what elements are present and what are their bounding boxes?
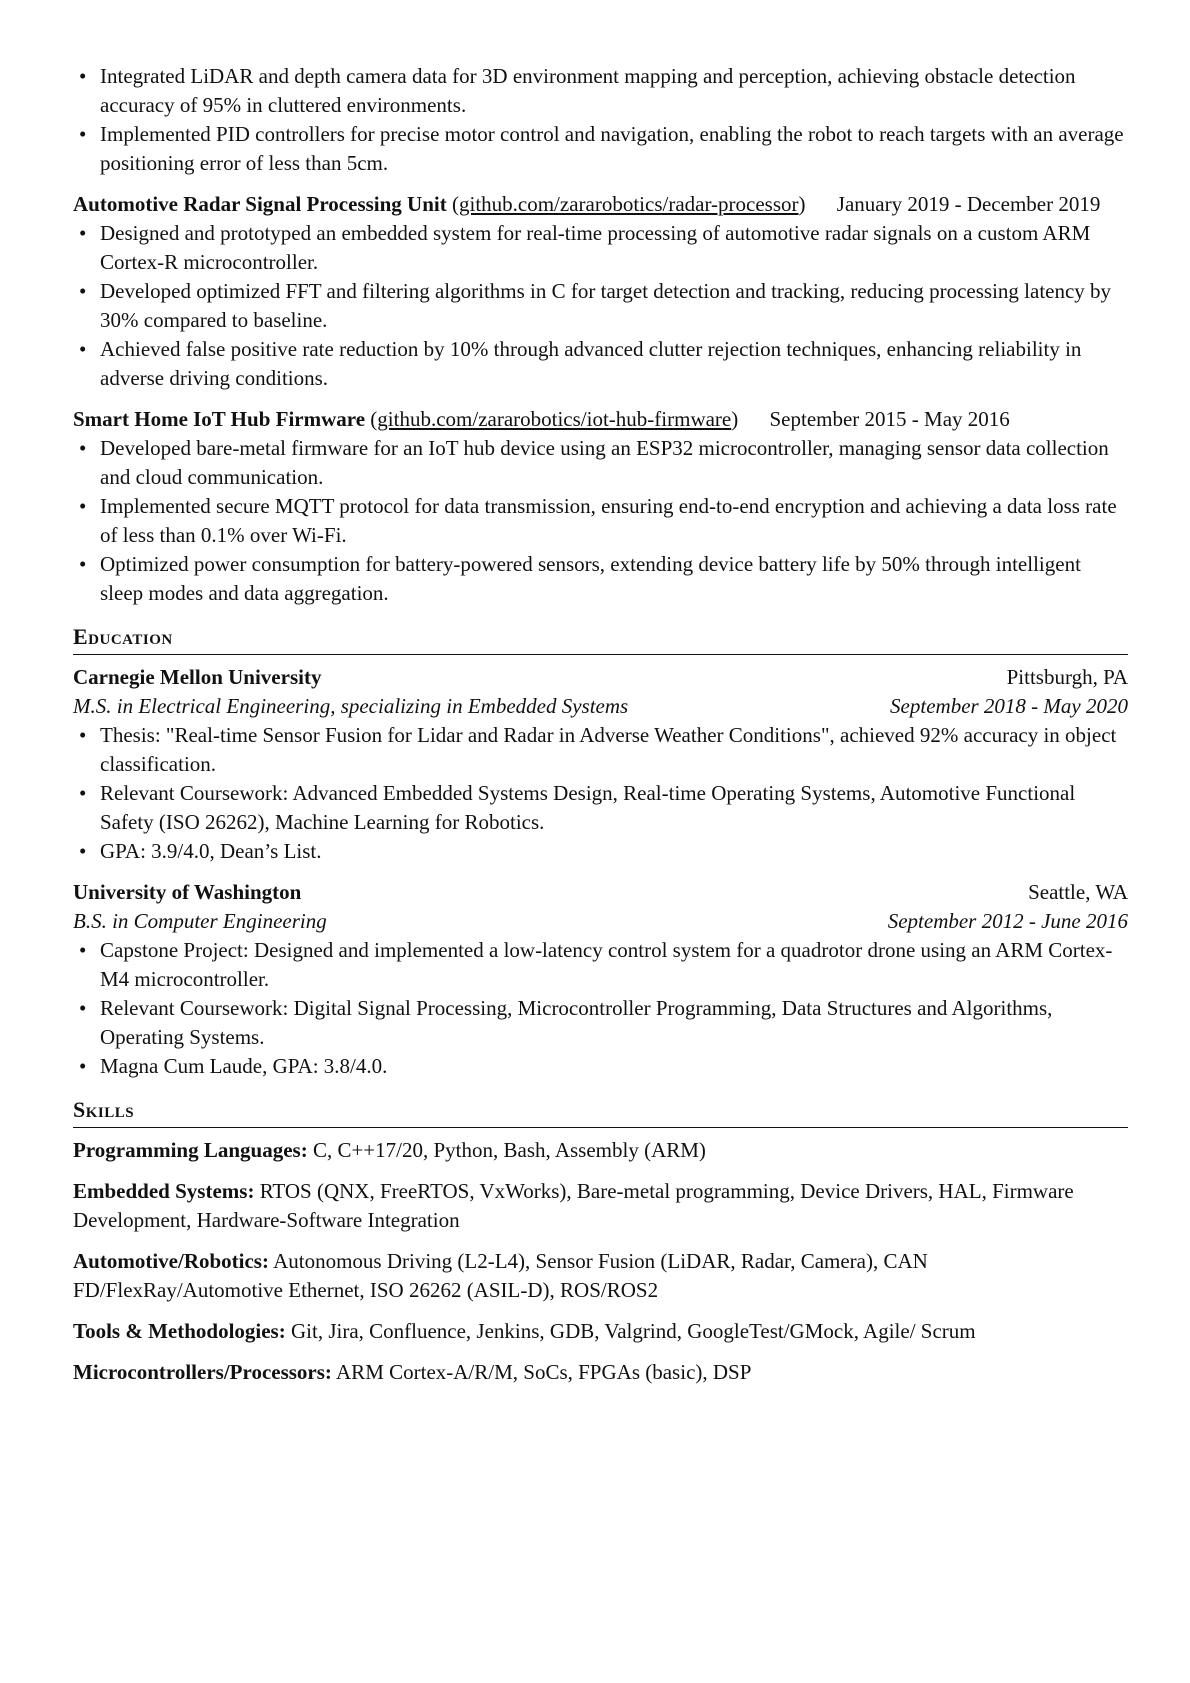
degree: M.S. in Electrical Engineering, specializing in Embedded Systems — [73, 694, 629, 718]
project-header: Smart Home IoT Hub Firmware (github.com/zararobotics/iot-hub-firmware) September 2015 - May 2016 — [73, 407, 1010, 431]
school-name: University of Washington — [73, 880, 302, 904]
education-dates: September 2012 - June 2016 — [887, 909, 1128, 933]
project-bullets — [73, 219, 1128, 393]
skill-value: C, C++17/20, Python, Bash, Assembly (ARM) — [312, 1138, 706, 1162]
skill-label: Programming Languages: — [73, 1138, 308, 1162]
skill-line — [73, 1358, 1128, 1387]
bullet-item: • Magna Cum Laude, GPA: 3.8/4.0. — [73, 1052, 1128, 1081]
education-row — [73, 663, 1128, 692]
skill-line — [73, 1247, 1128, 1305]
education-row — [73, 907, 1128, 936]
education-bullets — [73, 721, 1128, 866]
bullet-item: • Optimized power consumption for battery-powered sensors, extending device battery life by 50% through intelligent sleep modes and data aggregation. — [73, 550, 1128, 608]
previous-project-bullets — [73, 62, 1128, 178]
project-entry — [73, 405, 1128, 608]
education-row — [73, 878, 1128, 907]
bullet-item: • Relevant Coursework: Advanced Embedded Systems Design, Real-time Operating Systems, Automotive Functional Safety (ISO 26262), Machine Learning for Robotics. — [73, 779, 1128, 837]
skills-heading: Skills — [73, 1095, 1128, 1128]
skill-label: Microcontrollers/Processors: — [73, 1360, 332, 1384]
skill-line — [73, 1136, 1128, 1165]
project-bullets — [73, 434, 1128, 608]
education-heading: Education — [73, 622, 1128, 655]
education-entry — [73, 878, 1128, 1081]
bullet-item: • Relevant Coursework: Digital Signal Processing, Microcontroller Programming, Data Structures and Algorithms, Operating Systems. — [73, 994, 1128, 1052]
project-link[interactable]: github.com/zararobotics/radar-processor — [458, 192, 799, 216]
project-name: Automotive Radar Signal Processing Unit — [73, 192, 447, 216]
bullet-item: • Capstone Project: Designed and implemented a low-latency control system for a quadrotor drone using an ARM Cortex-M4 microcontroller. — [73, 936, 1128, 994]
degree: B.S. in Computer Engineering — [73, 909, 327, 933]
bullet-item: • Designed and prototyped an embedded system for real-time processing of automotive radar signals on a custom ARM Cortex-R microcontroller. — [73, 219, 1128, 277]
skill-label: Embedded Systems: — [73, 1179, 255, 1203]
skill-value: RTOS (QNX, FreeRTOS, VxWorks), Bare-metal programming, Device Drivers, HAL, Firmware Development, Hardware-Software Integration — [73, 1179, 1074, 1232]
skill-value: ARM Cortex-A/R/M, SoCs, FPGAs (basic), DSP — [336, 1360, 752, 1384]
education-dates: September 2018 - May 2020 — [890, 694, 1128, 718]
bullet-item: • Implemented PID controllers for precise motor control and navigation, enabling the robot to reach targets with an average positioning error of less than 5cm. — [73, 120, 1128, 178]
skill-value: Autonomous Driving (L2-L4), Sensor Fusion (LiDAR, Radar, Camera), CAN FD/FlexRay/Automotive Ethernet, ISO 26262 (ASIL-D), ROS/ROS2 — [73, 1249, 928, 1302]
school-location: Pittsburgh, PA — [1006, 665, 1128, 689]
school-name: Carnegie Mellon University — [73, 665, 322, 689]
education-bullets — [73, 936, 1128, 1081]
skill-value: Git, Jira, Confluence, Jenkins, GDB, Valgrind, GoogleTest/GMock, Agile/ Scrum — [290, 1319, 976, 1343]
skill-label: Tools & Methodologies: — [73, 1319, 286, 1343]
bullet-item: • Integrated LiDAR and depth camera data for 3D environment mapping and perception, achieving obstacle detection accuracy of 95% in cluttered environments. — [73, 62, 1128, 120]
project-dates: January 2019 - December 2019 — [836, 192, 1101, 216]
project-header: Automotive Radar Signal Processing Unit (github.com/zararobotics/radar-processor) January 2019 - December 2019 — [73, 192, 1101, 216]
bullet-item: • Achieved false positive rate reduction by 10% through advanced clutter rejection techniques, enhancing reliability in adverse driving conditions. — [73, 335, 1128, 393]
bullet-item: • Developed optimized FFT and filtering algorithms in C for target detection and tracking, reducing processing latency by 30% compared to baseline. — [73, 277, 1128, 335]
bullet-item: • Implemented secure MQTT protocol for data transmission, ensuring end-to-end encryption and achieving a data loss rate of less than 0.1% over Wi-Fi. — [73, 492, 1128, 550]
project-dates: September 2015 - May 2016 — [769, 407, 1010, 431]
skill-line — [73, 1317, 1128, 1346]
bullet-item: • Thesis: "Real-time Sensor Fusion for Lidar and Radar in Adverse Weather Conditions", achieved 92% accuracy in object classification. — [73, 721, 1128, 779]
project-entry — [73, 190, 1128, 393]
project-name: Smart Home IoT Hub Firmware — [73, 407, 366, 431]
skill-label: Automotive/Robotics: — [73, 1249, 269, 1273]
bullet-item: • Developed bare-metal firmware for an IoT hub device using an ESP32 microcontroller, managing sensor data collection and cloud communication. — [73, 434, 1128, 492]
project-link[interactable]: github.com/zararobotics/iot-hub-firmware — [377, 407, 732, 431]
education-row — [73, 692, 1128, 721]
bullet-item: • GPA: 3.9/4.0, Dean’s List. — [73, 837, 1128, 866]
school-location: Seattle, WA — [1028, 880, 1128, 904]
skill-line — [73, 1177, 1128, 1235]
education-entry — [73, 663, 1128, 866]
